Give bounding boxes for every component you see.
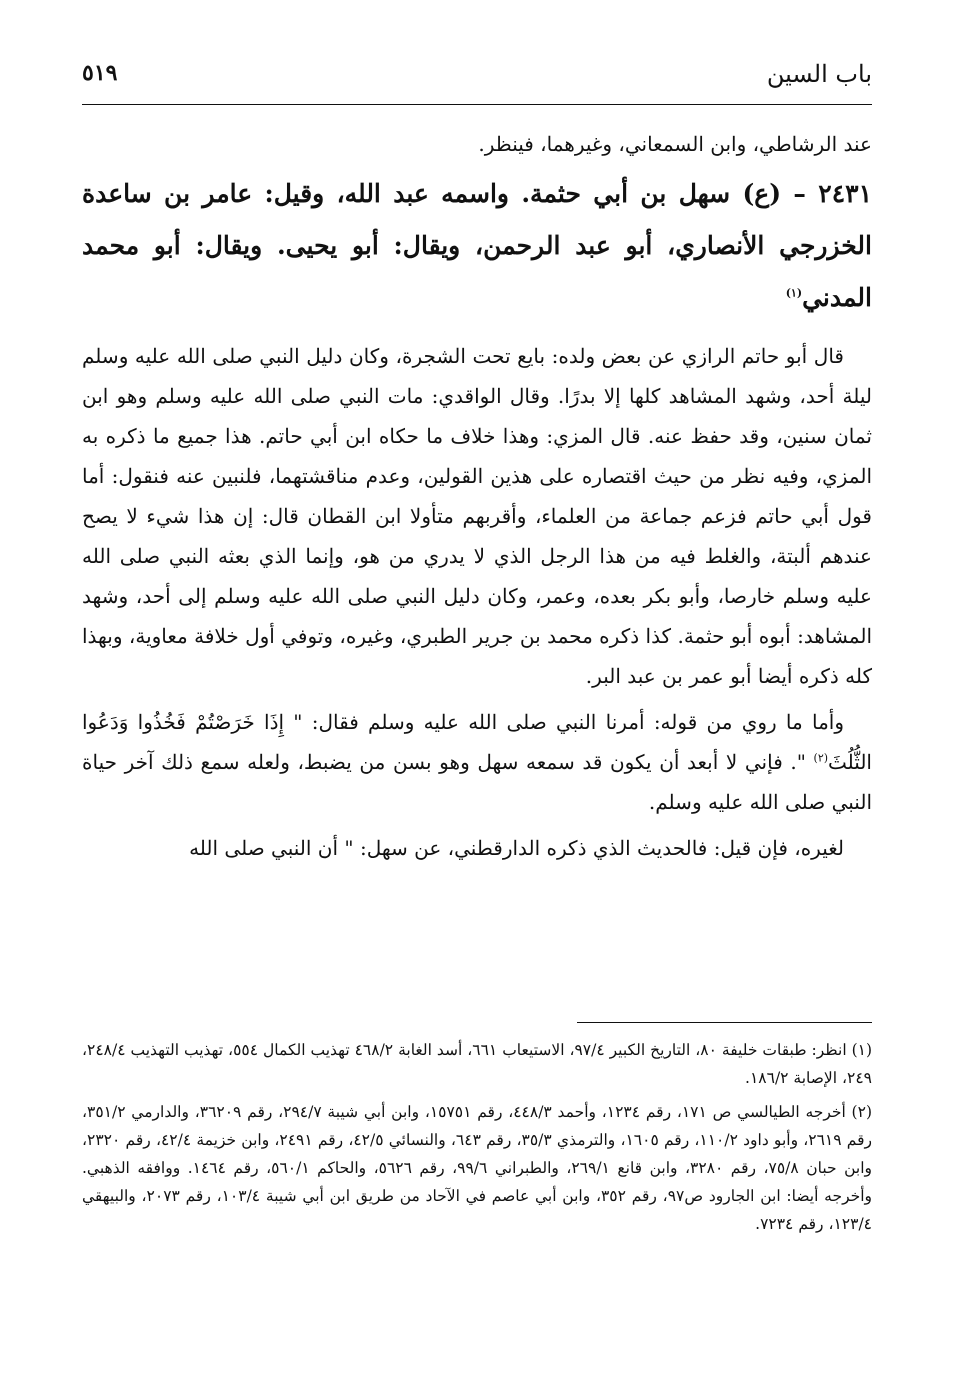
paragraph-2-part-1: وأما ما روي من قوله: أمرنا النبي صلى الله عليه وسلم فقال: " إِذَا خَرَصْتُمْ فَخُذُوا وَدَعُوا الثُّلُثَ [82, 710, 872, 774]
page-number: ٥١٩ [82, 60, 118, 86]
paragraph-1: قال أبو حاتم الرازي عن بعض ولده: بايع تحت الشجرة، وكان دليل النبي صلى الله عليه وسلم ليلة أحد، وشهد المشاهد كلها إلا بدرًا. وقال الواقدي: مات النبي صلى الله عليه وسلم وهو ابن ثمان سنين، وقد حفظ عنه. قال المزي: وهذا خلاف ما حكاه ابن أبي حاتم. هذا جميع ما ذكره به المزي، وفيه نظر من حيث اقتصاره على هذين القولين، وعدم مناقشتهما، فلنبين عنه فنقول: أما قول أبي حاتم فزعم جماعة من العلماء، وأقربهم متأولا ابن القطان قال: إن هذا شيء لا يصح عندهم ألبتة، والغلط فيه من هذا الرجل الذي لا يدري من هو، وإنما الذي بعثه النبي صلى الله عليه وسلم خارصا، وأبو بكر بعده، وعمر، وكان دليل النبي صلى الله عليه وسلم إلى أحد، وشهد المشاهد: أبوه أبو حثمة. كذا ذكره محمد بن جرير الطبري، وغيره، وتوفي أول خلافة معاوية، وبهذا كله ذكره أيضا أبو عمر بن عبد البر. [82, 344, 872, 688]
footnote-1: (١) انظر: طبقات خليفة ٨٠، التاريخ الكبير ٩٧/٤، الاستيعاب ٦٦١، أسد الغابة ٤٦٨/٢ تهذيب الكمال ٥٥٤، تهذيب التهذيب ٢٤٨/٤، ٢٤٩، الإصابة ١٨٦/٢. [82, 1041, 873, 1087]
footnote-2: (٢) أخرجه الطيالسي ص ١٧١، رقم ١٢٣٤، وأحمد ٤٤٨/٣، رقم ١٥٧٥١، وابن أبي شيبة ٢٩٤/٧، رقم ٣٦٢٠٩، والدارمي ٣٥١/٢، رقم ٢٦١٩، وأبو داود ١١٠/٢، رقم ١٦٠٥، والترمذي ٣٥/٣، رقم ٦٤٣، والنسائي ٤٢/٥، رقم ٢٤٩١، وابن خزيمة ٤٢/٤، رقم ٢٣٢٠، وابن حبان ٧٥/٨، رقم ٣٢٨٠، وابن قانع ٢٦٩/١، والطبراني ٩٩/٦، رقم ٥٦٢٦، والحاكم ٥٦٠/١، رقم ١٤٦٤. ووافقه الذهبي. وأخرجه أيضا: ابن الجارود ص٩٧، رقم ٣٥٢، وابن أبي عاصم في الآحاد من طريق ابن أبي شيبة ١٠٣/٤، رقم ٢٠٧٣، والبيهقي ١٢٣/٤، رقم ٧٢٣٤. [82, 1103, 873, 1233]
paragraph-2 [82, 702, 872, 822]
footnote-divider [577, 1022, 872, 1023]
running-header [82, 58, 872, 98]
footnote-ref-2[interactable]: (٢) [813, 751, 829, 765]
footnote-ref-1[interactable]: (١) [785, 286, 803, 300]
main-text [82, 124, 872, 868]
opening-line: عند الرشاطي، وابن السمعاني، وغيرهما، فينظر. [478, 132, 872, 156]
header-divider [82, 104, 872, 105]
paragraph-2-part-2: ". فإني لا أبعد أن يكون قد سمعه سهل وهو بسن من يضبط، ولعله سمع ذلك آخر حياة النبي صلى الله عليه وسلم. [82, 750, 872, 814]
entry-heading-text: ٢٤٣١ – (ع) سهل بن أبي حثمة. واسمه عبد الله، وقيل: عامر بن ساعدة الخزرجي الأنصاري، أبو عبد الرحمن، ويقال: أبو يحيى. ويقال: أبو محمد المدني [82, 179, 872, 312]
footnotes-section [82, 1036, 872, 1244]
entry-heading [82, 168, 872, 324]
chapter-title: باب السين [766, 60, 872, 88]
paragraph-3: لغيره، فإن قيل: فالحديث الذي ذكره الدارقطني، عن سهل: " أن النبي صلى الله [189, 836, 844, 860]
